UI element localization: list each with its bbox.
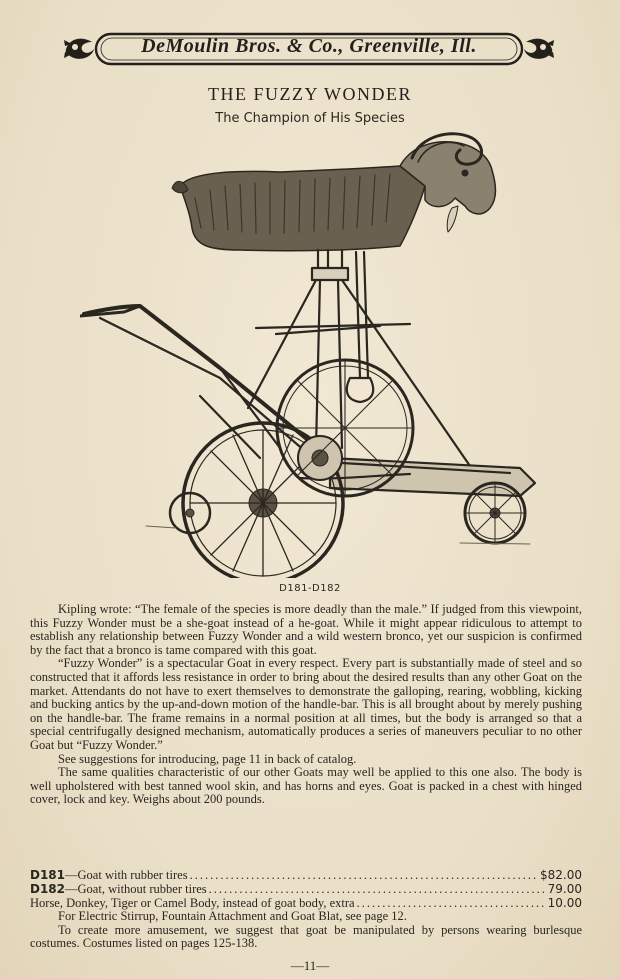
item-code: D182 [30,882,66,896]
paragraph-costumes: To create more amusement, we suggest that goat be manipulated by persons wearing burlesque costumes. Costumes listed on pages 125-138. [30,922,582,951]
goat-machine-illustration [80,128,550,578]
item-code: D181 [30,868,66,882]
paragraph-kipling: Kipling wrote: “The female of the species is more deadly than the male.” If judged from this viewpoint, this Fuzzy Wonder must be a she-goat instead of a he-goat. While it might appear ridiculous to attempt to establish any relationship between Fuzzy Wonder and a wild western bronco, yet our suspicion is confirmed by the fact that a bronco is tame compared with this goat. [30,602,582,657]
small-wheel [465,483,525,543]
paragraph-spectacular: “Fuzzy Wonder” is a spectacular Goat in every respect. Every part is substantially made of steel and so constructed that it affords less resistance in order to bring about the desired results than any other Goat on the market. Attendants do not have to exert themselves to demonstrate the galloping, rearing, wobbling, kicking and bucking antics by the up-and-down motion of the handle-bar. This is all brought about by merely pushing on the handle-bar. The frame remains in a normal position at all times, but the body is arranged so that a special centrifugally designed mechanism, automatically produces a series of maneuvers peculiar to no other Goat but “Fuzzy Wonder.” [30,656,582,752]
goat-body [172,134,496,251]
header-banner [62,30,556,68]
leader-dots [209,882,546,896]
page-title: THE FUZZY WONDER [208,84,412,104]
item-description: —Goat, without rubber tires [65,882,207,896]
paragraph-suggestions: See suggestions for introducing, page 11 in back of catalog. [58,751,357,766]
item-price: 10.00 [547,896,582,910]
item-price: $82.00 [540,868,582,882]
leader-dots [190,868,538,882]
company-name: DeMoulin Bros. & Co., Greenville, Ill. [141,35,477,57]
item-description: Horse, Donkey, Tiger or Camel Body, instead of goat body, extra [30,896,355,910]
price-row [30,896,582,910]
illustration-caption: D181-D182 [279,583,341,594]
price-row [30,882,582,896]
footer-notes [30,910,582,951]
middle-wheel [277,360,413,496]
paragraph-electric-stirrup: For Electric Stirrup, Fountain Attachment and Goat Blat, see page 12. [58,909,407,923]
leader-dots [357,896,546,910]
paragraph-qualities: The same qualities characteristic of our other Goats may well be applied to this one also. The body is well upholstered with best tanned wool skin, and has horns and eyes. Goat is packed in a chest with hinged cover, lock and key. Weighs about 200 pounds. [30,765,582,807]
page-number: —11— [290,958,330,973]
page-subtitle: The Champion of His Species [215,111,405,126]
price-list [30,868,582,910]
description-body [30,603,582,807]
price-row [30,868,582,882]
item-description: —Goat with rubber tires [65,868,188,882]
item-price: 79.00 [547,882,582,896]
